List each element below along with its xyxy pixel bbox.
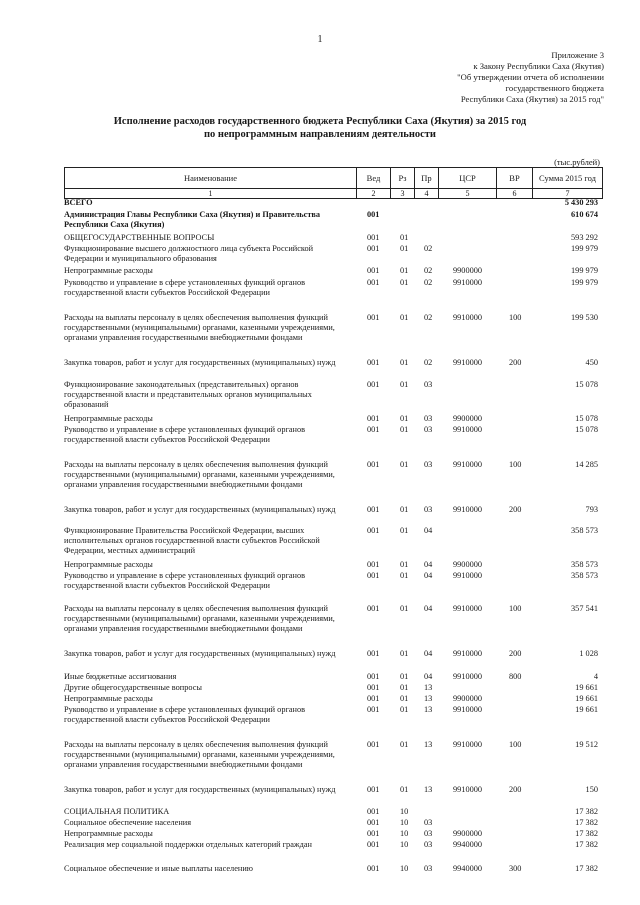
row-pr: 04 [424,560,433,569]
row-sum: 593 292 [571,233,598,242]
row-csr: 9910000 [453,672,483,681]
row-csr: 9940000 [453,864,483,873]
row-pr: 03 [424,414,433,423]
row-name: Непрограммные расходы [64,829,153,838]
row-rz: 01 [400,672,409,681]
row-vr: 200 [509,785,522,794]
row-name: Непрограммные расходы [64,414,153,423]
header-number: 3 [391,189,415,199]
row-name: Функционирование Правительства Российской Федерации, высших исполнительных органов государственной власти субъектов Российской Федерации, местных администраций [64,526,320,556]
row-ved: 001 [367,560,380,569]
row-vr: 100 [509,460,522,469]
row-csr: 9910000 [453,785,483,794]
row-pr: 13 [424,694,433,703]
row-name: Социальное обеспечение населения [64,818,192,827]
row-rz: 01 [400,358,409,367]
row-pr: 04 [424,526,433,535]
row-vr: 200 [509,505,522,514]
row-pr: 13 [424,705,433,714]
row-ved: 001 [367,233,380,242]
row-csr: 9910000 [453,705,483,714]
row-pr: 03 [424,840,433,849]
row-sum: 19 661 [575,705,598,714]
row-csr: 9940000 [453,840,483,849]
row-rz: 01 [400,785,409,794]
row-csr: 9910000 [453,358,483,367]
row-vr: 200 [509,649,522,658]
units-note: (тыс.рублей) [554,157,600,167]
row-ved: 001 [367,864,380,873]
row-ved: 001 [367,571,380,580]
row-ved: 001 [367,425,380,434]
header-number: 1 [65,189,357,199]
row-rz: 01 [400,278,409,287]
row-ved: 001 [367,829,380,838]
row-pr: 13 [424,740,433,749]
row-rz: 01 [400,526,409,535]
row-pr: 04 [424,604,433,613]
row-vr: 800 [509,672,522,681]
row-rz: 01 [400,380,409,389]
page-number: 1 [317,34,323,45]
row-ved: 001 [367,313,380,322]
row-sum: 450 [585,358,598,367]
row-vr: 200 [509,358,522,367]
row-sum: 150 [585,785,598,794]
row-pr: 03 [424,460,433,469]
header-csr: ЦСР [439,168,497,189]
row-rz: 10 [400,818,409,827]
row-name: Руководство и управление в сфере установленных функций органов государственной власти субъектов Российской Федерации [64,571,306,591]
row-rz: 01 [400,604,409,613]
row-name: Расходы на выплаты персоналу в целях обеспечения выполнения функций государственными (муниципальными) органами, казенными учреждениями, органами управления государственными внебюджетными фондами [64,313,335,343]
row-sum: 199 979 [571,266,598,275]
row-sum: 15 078 [575,380,598,389]
row-name: Руководство и управление в сфере установленных функций органов государственной власти субъектов Российской Федерации [64,425,306,445]
row-sum: 17 382 [575,864,598,873]
row-csr: 9910000 [453,313,483,322]
row-ved: 001 [367,358,380,367]
row-name: Администрация Главы Республики Саха (Якутия) и Правительства Республики Саха (Якутия) [64,210,321,230]
row-pr: 02 [424,278,433,287]
row-ved: 001 [367,785,380,794]
table-header [64,167,603,199]
row-rz: 01 [400,425,409,434]
row-name: Другие общегосударственные вопросы [64,683,202,692]
row-csr: 9910000 [453,571,483,580]
row-rz: 01 [400,705,409,714]
row-pr: 03 [424,829,433,838]
row-rz: 01 [400,649,409,658]
row-name: Непрограммные расходы [64,560,153,569]
row-name: Социальное обеспечение и иные выплаты населению [64,864,253,873]
row-pr: 03 [424,818,433,827]
row-sum: 793 [585,505,598,514]
row-rz: 10 [400,864,409,873]
row-ved: 001 [367,604,380,613]
row-vr: 100 [509,740,522,749]
row-pr: 04 [424,571,433,580]
row-sum: 610 674 [571,210,598,219]
appendix-line: государственного бюджета [505,83,604,93]
appendix-note [384,50,604,105]
row-csr: 9910000 [453,649,483,658]
header-number: 5 [439,189,497,199]
row-sum: 358 573 [571,526,598,535]
row-csr: 9900000 [453,694,483,703]
row-sum: 19 512 [575,740,598,749]
row-rz: 01 [400,313,409,322]
row-ved: 001 [367,672,380,681]
row-name: Руководство и управление в сфере установленных функций органов государственной власти субъектов Российской Федерации [64,278,306,298]
row-rz: 01 [400,571,409,580]
row-rz: 01 [400,460,409,469]
row-ved: 001 [367,840,380,849]
row-csr: 9910000 [453,505,483,514]
row-sum: 358 573 [571,560,598,569]
row-rz: 10 [400,829,409,838]
row-ved: 001 [367,505,380,514]
row-name: Непрограммные расходы [64,694,153,703]
row-ved: 001 [367,266,380,275]
row-ved: 001 [367,460,380,469]
row-name: ВСЕГО [64,198,93,207]
row-csr: 9910000 [453,278,483,287]
row-ved: 001 [367,414,380,423]
row-pr: 02 [424,313,433,322]
appendix-line: Республики Саха (Якутия) за 2015 год" [460,94,604,104]
row-rz: 01 [400,505,409,514]
row-rz: 01 [400,694,409,703]
header-rz: Рз [391,168,415,189]
row-sum: 357 541 [571,604,598,613]
row-ved: 001 [367,740,380,749]
header-number: 2 [357,189,391,199]
row-name: Расходы на выплаты персоналу в целях обеспечения выполнения функций государственными (муниципальными) органами, казенными учреждениями, органами управления государственными внебюджетными фондами [64,460,335,490]
appendix-line: "Об утверждении отчета об исполнении [457,72,604,82]
title-line-2: по непрограммным направлениям деятельности [204,129,436,140]
row-csr: 9910000 [453,460,483,469]
row-rz: 01 [400,560,409,569]
row-sum: 17 382 [575,829,598,838]
header-number: 7 [533,189,603,199]
row-sum: 14 285 [575,460,598,469]
row-pr: 04 [424,649,433,658]
row-vr: 100 [509,604,522,613]
row-pr: 02 [424,244,433,253]
header-number: 4 [415,189,439,199]
row-ved: 001 [367,683,380,692]
row-ved: 001 [367,526,380,535]
row-csr: 9910000 [453,604,483,613]
row-pr: 02 [424,358,433,367]
row-csr: 9910000 [453,425,483,434]
row-csr: 9900000 [453,560,483,569]
row-rz: 01 [400,244,409,253]
row-csr: 9910000 [453,740,483,749]
row-name: Реализация мер социальной поддержки отдельных категорий граждан [64,840,312,849]
row-name: СОЦИАЛЬНАЯ ПОЛИТИКА [64,807,170,816]
row-ved: 001 [367,694,380,703]
appendix-line: к Закону Республики Саха (Якутия) [473,61,604,71]
document-title [0,115,640,141]
row-sum: 199 979 [571,278,598,287]
row-sum: 15 078 [575,414,598,423]
row-rz: 01 [400,233,409,242]
row-name: Закупка товаров, работ и услуг для государственных (муниципальных) нужд [64,649,336,658]
row-name: Закупка товаров, работ и услуг для государственных (муниципальных) нужд [64,358,336,367]
header-vr: ВР [497,168,533,189]
header-pr: Пр [415,168,439,189]
row-rz: 01 [400,683,409,692]
row-sum: 199 979 [571,244,598,253]
row-ved: 001 [367,380,380,389]
row-ved: 001 [367,807,380,816]
title-line-1: Исполнение расходов государственного бюджета Республики Саха (Якутия) за 2015 год [113,116,527,127]
row-sum: 19 661 [575,694,598,703]
header-ved: Вед [357,168,391,189]
appendix-line: Приложение 3 [551,50,604,60]
row-csr: 9900000 [453,829,483,838]
row-pr: 03 [424,425,433,434]
row-rz: 10 [400,840,409,849]
row-pr: 13 [424,683,433,692]
row-name: ОБЩЕГОСУДАРСТВЕННЫЕ ВОПРОСЫ [64,233,215,242]
row-rz: 01 [400,740,409,749]
row-sum: 17 382 [575,840,598,849]
row-vr: 300 [509,864,522,873]
row-sum: 1 028 [579,649,598,658]
row-rz: 01 [400,266,409,275]
row-ved: 001 [367,278,380,287]
row-name: Закупка товаров, работ и услуг для государственных (муниципальных) нужд [64,785,336,794]
row-pr: 04 [424,672,433,681]
row-sum: 17 382 [575,818,598,827]
row-pr: 03 [424,505,433,514]
row-vr: 100 [509,313,522,322]
row-sum: 17 382 [575,807,598,816]
row-rz: 01 [400,414,409,423]
row-ved: 001 [367,649,380,658]
row-sum: 4 [593,672,598,681]
row-name: Иные бюджетные ассигнования [64,672,177,681]
row-name: Функционирование высшего должностного лица субъекта Российской Федерации и муниципального образования [64,244,314,264]
row-ved: 001 [367,705,380,714]
row-csr: 9900000 [453,266,483,275]
row-pr: 03 [424,864,433,873]
row-name: Расходы на выплаты персоналу в целях обеспечения выполнения функций государственными (муниципальными) органами, казенными учреждениями, органами управления государственными внебюджетными фондами [64,604,335,634]
row-name: Расходы на выплаты персоналу в целях обеспечения выполнения функций государственными (муниципальными) органами, казенными учреждениями, органами управления государственными внебюджетными фондами [64,740,335,770]
row-name: Непрограммные расходы [64,266,153,275]
row-name: Функционирование законодательных (представительных) органов государственной власти и представительных органов муниципальных образований [64,380,312,410]
header-number: 6 [497,189,533,199]
row-name: Руководство и управление в сфере установленных функций органов государственной власти субъектов Российской Федерации [64,705,306,725]
row-ved: 001 [367,818,380,827]
header-sum: Сумма 2015 год [533,168,603,189]
row-name: Закупка товаров, работ и услуг для государственных (муниципальных) нужд [64,505,336,514]
row-ved: 001 [367,210,380,219]
row-ved: 001 [367,244,380,253]
row-sum: 15 078 [575,425,598,434]
row-pr: 03 [424,380,433,389]
row-sum: 19 661 [575,683,598,692]
row-sum: 358 573 [571,571,598,580]
row-csr: 9900000 [453,414,483,423]
row-pr: 02 [424,266,433,275]
row-pr: 13 [424,785,433,794]
row-sum: 199 530 [571,313,598,322]
row-sum: 5 430 293 [564,198,598,207]
row-rz: 10 [400,807,409,816]
header-name: Наименование [65,168,357,189]
